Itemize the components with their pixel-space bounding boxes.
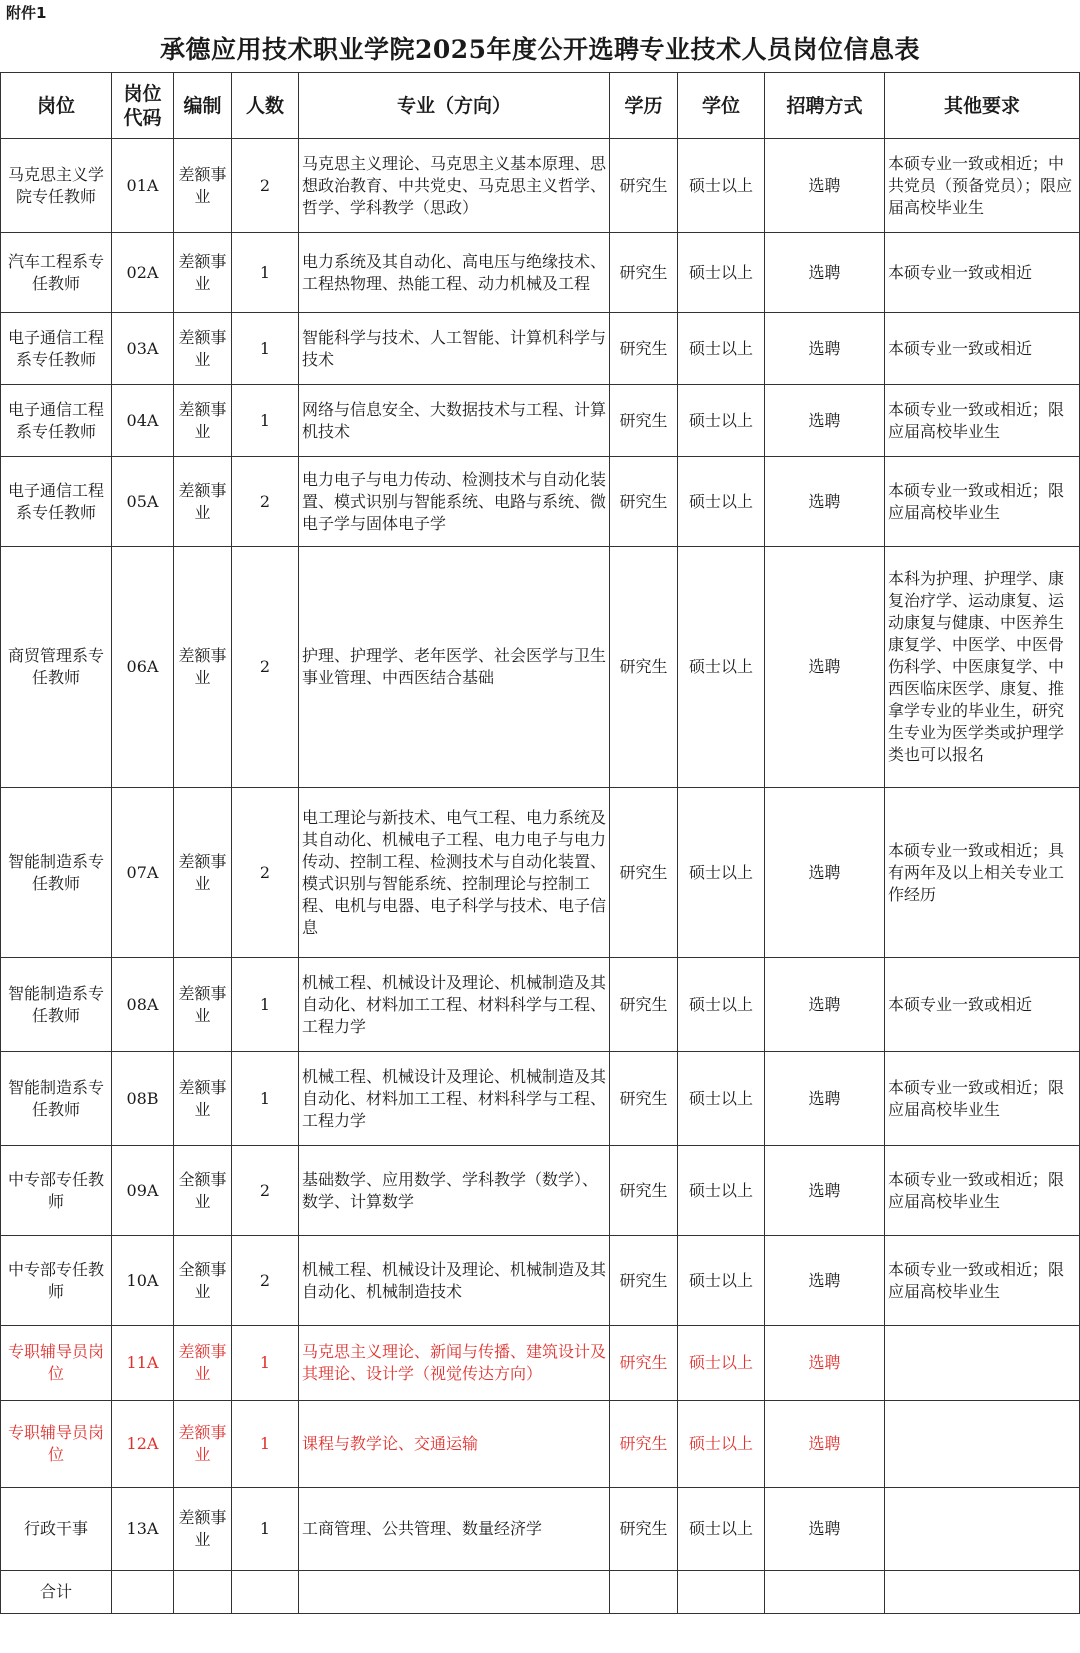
- cell-other: 本硕专业一致或相近；限应届高校毕业生: [885, 1052, 1080, 1146]
- cell-degree: 硕士以上: [678, 547, 765, 788]
- cell-education: 研究生: [610, 313, 678, 385]
- cell-education: 研究生: [610, 1401, 678, 1488]
- table-row: [1, 547, 1080, 788]
- cell-code: 04A: [112, 385, 174, 457]
- total-cell: [299, 1571, 610, 1614]
- cell-degree: 硕士以上: [678, 788, 765, 958]
- cell-count: 1: [232, 385, 299, 457]
- total-cell: [174, 1571, 232, 1614]
- cell-education: 研究生: [610, 457, 678, 547]
- cell-degree: 硕士以上: [678, 958, 765, 1052]
- total-cell: [232, 1571, 299, 1614]
- cell-degree: 硕士以上: [678, 313, 765, 385]
- cell-type: 差额事业: [174, 385, 232, 457]
- cell-degree: 硕士以上: [678, 233, 765, 313]
- cell-method: 选聘: [765, 788, 885, 958]
- cell-other: 本硕专业一致或相近；限应届高校毕业生: [885, 457, 1080, 547]
- cell-type: 全额事业: [174, 1236, 232, 1326]
- cell-method: 选聘: [765, 1052, 885, 1146]
- cell-major: 机械工程、机械设计及理论、机械制造及其自动化、机械制造技术: [299, 1236, 610, 1326]
- total-label: 合计: [1, 1571, 112, 1614]
- cell-other: 本硕专业一致或相近；限应届高校毕业生: [885, 1146, 1080, 1236]
- cell-count: 2: [232, 788, 299, 958]
- header-degree: 学位: [678, 73, 765, 139]
- cell-other: 本硕专业一致或相近: [885, 233, 1080, 313]
- cell-major: 机械工程、机械设计及理论、机械制造及其自动化、材料加工工程、材料科学与工程、工程力学: [299, 958, 610, 1052]
- cell-major: 机械工程、机械设计及理论、机械制造及其自动化、材料加工工程、材料科学与工程、工程力学: [299, 1052, 610, 1146]
- cell-post: 智能制造系专任教师: [1, 788, 112, 958]
- header-count: 人数: [232, 73, 299, 139]
- cell-major: 马克思主义理论、马克思主义基本原理、思想政治教育、中共党史、马克思主义哲学、哲学、学科教学（思政）: [299, 139, 610, 233]
- cell-method: 选聘: [765, 958, 885, 1052]
- cell-other: 本硕专业一致或相近；限应届高校毕业生: [885, 385, 1080, 457]
- cell-major: 马克思主义理论、新闻与传播、建筑设计及其理论、设计学（视觉传达方向）: [299, 1326, 610, 1401]
- cell-other: 本科为护理、护理学、康复治疗学、运动康复、运动康复与健康、中医养生康复学、中医学、中医骨伤科学、中医康复学、中西医临床医学、康复、推拿学专业的毕业生，研究生专业为医学类或护理学类也可以报名: [885, 547, 1080, 788]
- cell-degree: 硕士以上: [678, 1052, 765, 1146]
- cell-degree: 硕士以上: [678, 385, 765, 457]
- cell-major: 护理、护理学、老年医学、社会医学与卫生事业管理、中西医结合基础: [299, 547, 610, 788]
- cell-post: 马克思主义学院专任教师: [1, 139, 112, 233]
- cell-count: 2: [232, 1236, 299, 1326]
- cell-count: 1: [232, 233, 299, 313]
- cell-method: 选聘: [765, 1146, 885, 1236]
- cell-degree: 硕士以上: [678, 1236, 765, 1326]
- cell-degree: 硕士以上: [678, 1146, 765, 1236]
- table-row: [1, 788, 1080, 958]
- cell-code: 10A: [112, 1236, 174, 1326]
- cell-education: 研究生: [610, 1052, 678, 1146]
- cell-count: 2: [232, 139, 299, 233]
- total-cell: [112, 1571, 174, 1614]
- cell-other: 本硕专业一致或相近；限应届高校毕业生: [885, 1236, 1080, 1326]
- cell-method: 选聘: [765, 1326, 885, 1401]
- cell-code: 08A: [112, 958, 174, 1052]
- cell-type: 差额事业: [174, 313, 232, 385]
- table-row: [1, 1401, 1080, 1488]
- header-type: 编制: [174, 73, 232, 139]
- header-education: 学历: [610, 73, 678, 139]
- total-row: [1, 1571, 1080, 1614]
- cell-count: 2: [232, 547, 299, 788]
- cell-count: 1: [232, 313, 299, 385]
- cell-post: 电子通信工程系专任教师: [1, 385, 112, 457]
- cell-education: 研究生: [610, 547, 678, 788]
- cell-code: 11A: [112, 1326, 174, 1401]
- cell-degree: 硕士以上: [678, 1488, 765, 1571]
- cell-type: 差额事业: [174, 457, 232, 547]
- header-code: 岗位代码: [112, 73, 174, 139]
- job-table: [0, 72, 1080, 1614]
- cell-count: 1: [232, 1052, 299, 1146]
- cell-code: 13A: [112, 1488, 174, 1571]
- cell-type: 差额事业: [174, 139, 232, 233]
- table-body: [1, 139, 1080, 1571]
- cell-method: 选聘: [765, 1401, 885, 1488]
- cell-code: 07A: [112, 788, 174, 958]
- cell-education: 研究生: [610, 958, 678, 1052]
- table-row: [1, 1052, 1080, 1146]
- header-other: 其他要求: [885, 73, 1080, 139]
- cell-code: 01A: [112, 139, 174, 233]
- cell-method: 选聘: [765, 547, 885, 788]
- cell-education: 研究生: [610, 233, 678, 313]
- total-cell: [610, 1571, 678, 1614]
- cell-code: 09A: [112, 1146, 174, 1236]
- cell-post: 中专部专任教师: [1, 1146, 112, 1236]
- cell-code: 06A: [112, 547, 174, 788]
- table-row: [1, 1326, 1080, 1401]
- cell-type: 差额事业: [174, 958, 232, 1052]
- cell-code: 08B: [112, 1052, 174, 1146]
- cell-count: 1: [232, 1326, 299, 1401]
- cell-other: [885, 1326, 1080, 1401]
- total-cell: [885, 1571, 1080, 1614]
- cell-type: 差额事业: [174, 788, 232, 958]
- cell-education: 研究生: [610, 1488, 678, 1571]
- cell-code: 03A: [112, 313, 174, 385]
- cell-post: 专职辅导员岗位: [1, 1326, 112, 1401]
- cell-code: 02A: [112, 233, 174, 313]
- cell-count: 2: [232, 1146, 299, 1236]
- table-row: [1, 1236, 1080, 1326]
- cell-count: 1: [232, 1401, 299, 1488]
- cell-degree: 硕士以上: [678, 457, 765, 547]
- cell-type: 差额事业: [174, 233, 232, 313]
- cell-post: 电子通信工程系专任教师: [1, 313, 112, 385]
- cell-post: 专职辅导员岗位: [1, 1401, 112, 1488]
- cell-education: 研究生: [610, 788, 678, 958]
- cell-method: 选聘: [765, 457, 885, 547]
- cell-post: 中专部专任教师: [1, 1236, 112, 1326]
- header-post: 岗位: [1, 73, 112, 139]
- cell-count: 1: [232, 958, 299, 1052]
- table-header-row: [1, 73, 1080, 139]
- cell-major: 网络与信息安全、大数据技术与工程、计算机技术: [299, 385, 610, 457]
- cell-education: 研究生: [610, 1236, 678, 1326]
- cell-other: 本硕专业一致或相近；中共党员（预备党员）；限应届高校毕业生: [885, 139, 1080, 233]
- cell-other: 本硕专业一致或相近: [885, 313, 1080, 385]
- cell-major: 基础数学、应用数学、学科教学（数学）、数学、计算数学: [299, 1146, 610, 1236]
- cell-major: 课程与教学论、交通运输: [299, 1401, 610, 1488]
- table-row: [1, 1488, 1080, 1571]
- cell-other: 本硕专业一致或相近: [885, 958, 1080, 1052]
- cell-education: 研究生: [610, 1326, 678, 1401]
- cell-post: 商贸管理系专任教师: [1, 547, 112, 788]
- header-method: 招聘方式: [765, 73, 885, 139]
- cell-code: 05A: [112, 457, 174, 547]
- cell-count: 1: [232, 1488, 299, 1571]
- table-row: [1, 958, 1080, 1052]
- cell-type: 差额事业: [174, 1488, 232, 1571]
- cell-major: 智能科学与技术、人工智能、计算机科学与技术: [299, 313, 610, 385]
- cell-other: [885, 1401, 1080, 1488]
- table-row: [1, 233, 1080, 313]
- cell-major: 电工理论与新技术、电气工程、电力系统及其自动化、机械电子工程、电力电子与电力传动、控制工程、检测技术与自动化装置、模式识别与智能系统、控制理论与控制工程、电机与电器、电子科学与技术、电子信息: [299, 788, 610, 958]
- cell-type: 全额事业: [174, 1146, 232, 1236]
- cell-type: 差额事业: [174, 1052, 232, 1146]
- cell-post: 汽车工程系专任教师: [1, 233, 112, 313]
- table-row: [1, 139, 1080, 233]
- attachment-label: 附件1: [6, 4, 47, 22]
- cell-degree: 硕士以上: [678, 1401, 765, 1488]
- table-row: [1, 313, 1080, 385]
- cell-major: 工商管理、公共管理、数量经济学: [299, 1488, 610, 1571]
- cell-method: 选聘: [765, 1236, 885, 1326]
- cell-method: 选聘: [765, 1488, 885, 1571]
- cell-post: 智能制造系专任教师: [1, 1052, 112, 1146]
- cell-method: 选聘: [765, 313, 885, 385]
- table-row: [1, 457, 1080, 547]
- cell-type: 差额事业: [174, 1401, 232, 1488]
- cell-degree: 硕士以上: [678, 1326, 765, 1401]
- page-title: 承德应用技术职业学院2025年度公开选聘专业技术人员岗位信息表: [159, 35, 921, 64]
- cell-major: 电力系统及其自动化、高电压与绝缘技术、工程热物理、热能工程、动力机械及工程: [299, 233, 610, 313]
- cell-post: 电子通信工程系专任教师: [1, 457, 112, 547]
- cell-post: 行政干事: [1, 1488, 112, 1571]
- cell-other: 本硕专业一致或相近；具有两年及以上相关专业工作经历: [885, 788, 1080, 958]
- cell-type: 差额事业: [174, 547, 232, 788]
- cell-post: 智能制造系专任教师: [1, 958, 112, 1052]
- cell-method: 选聘: [765, 139, 885, 233]
- total-cell: [765, 1571, 885, 1614]
- cell-major: 电力电子与电力传动、检测技术与自动化装置、模式识别与智能系统、电路与系统、微电子学与固体电子学: [299, 457, 610, 547]
- table-row: [1, 1146, 1080, 1236]
- header-major: 专业（方向）: [299, 73, 610, 139]
- cell-education: 研究生: [610, 139, 678, 233]
- table-row: [1, 385, 1080, 457]
- cell-method: 选聘: [765, 233, 885, 313]
- cell-education: 研究生: [610, 1146, 678, 1236]
- cell-count: 2: [232, 457, 299, 547]
- cell-code: 12A: [112, 1401, 174, 1488]
- total-cell: [678, 1571, 765, 1614]
- cell-education: 研究生: [610, 385, 678, 457]
- cell-other: [885, 1488, 1080, 1571]
- cell-method: 选聘: [765, 385, 885, 457]
- cell-type: 差额事业: [174, 1326, 232, 1401]
- cell-degree: 硕士以上: [678, 139, 765, 233]
